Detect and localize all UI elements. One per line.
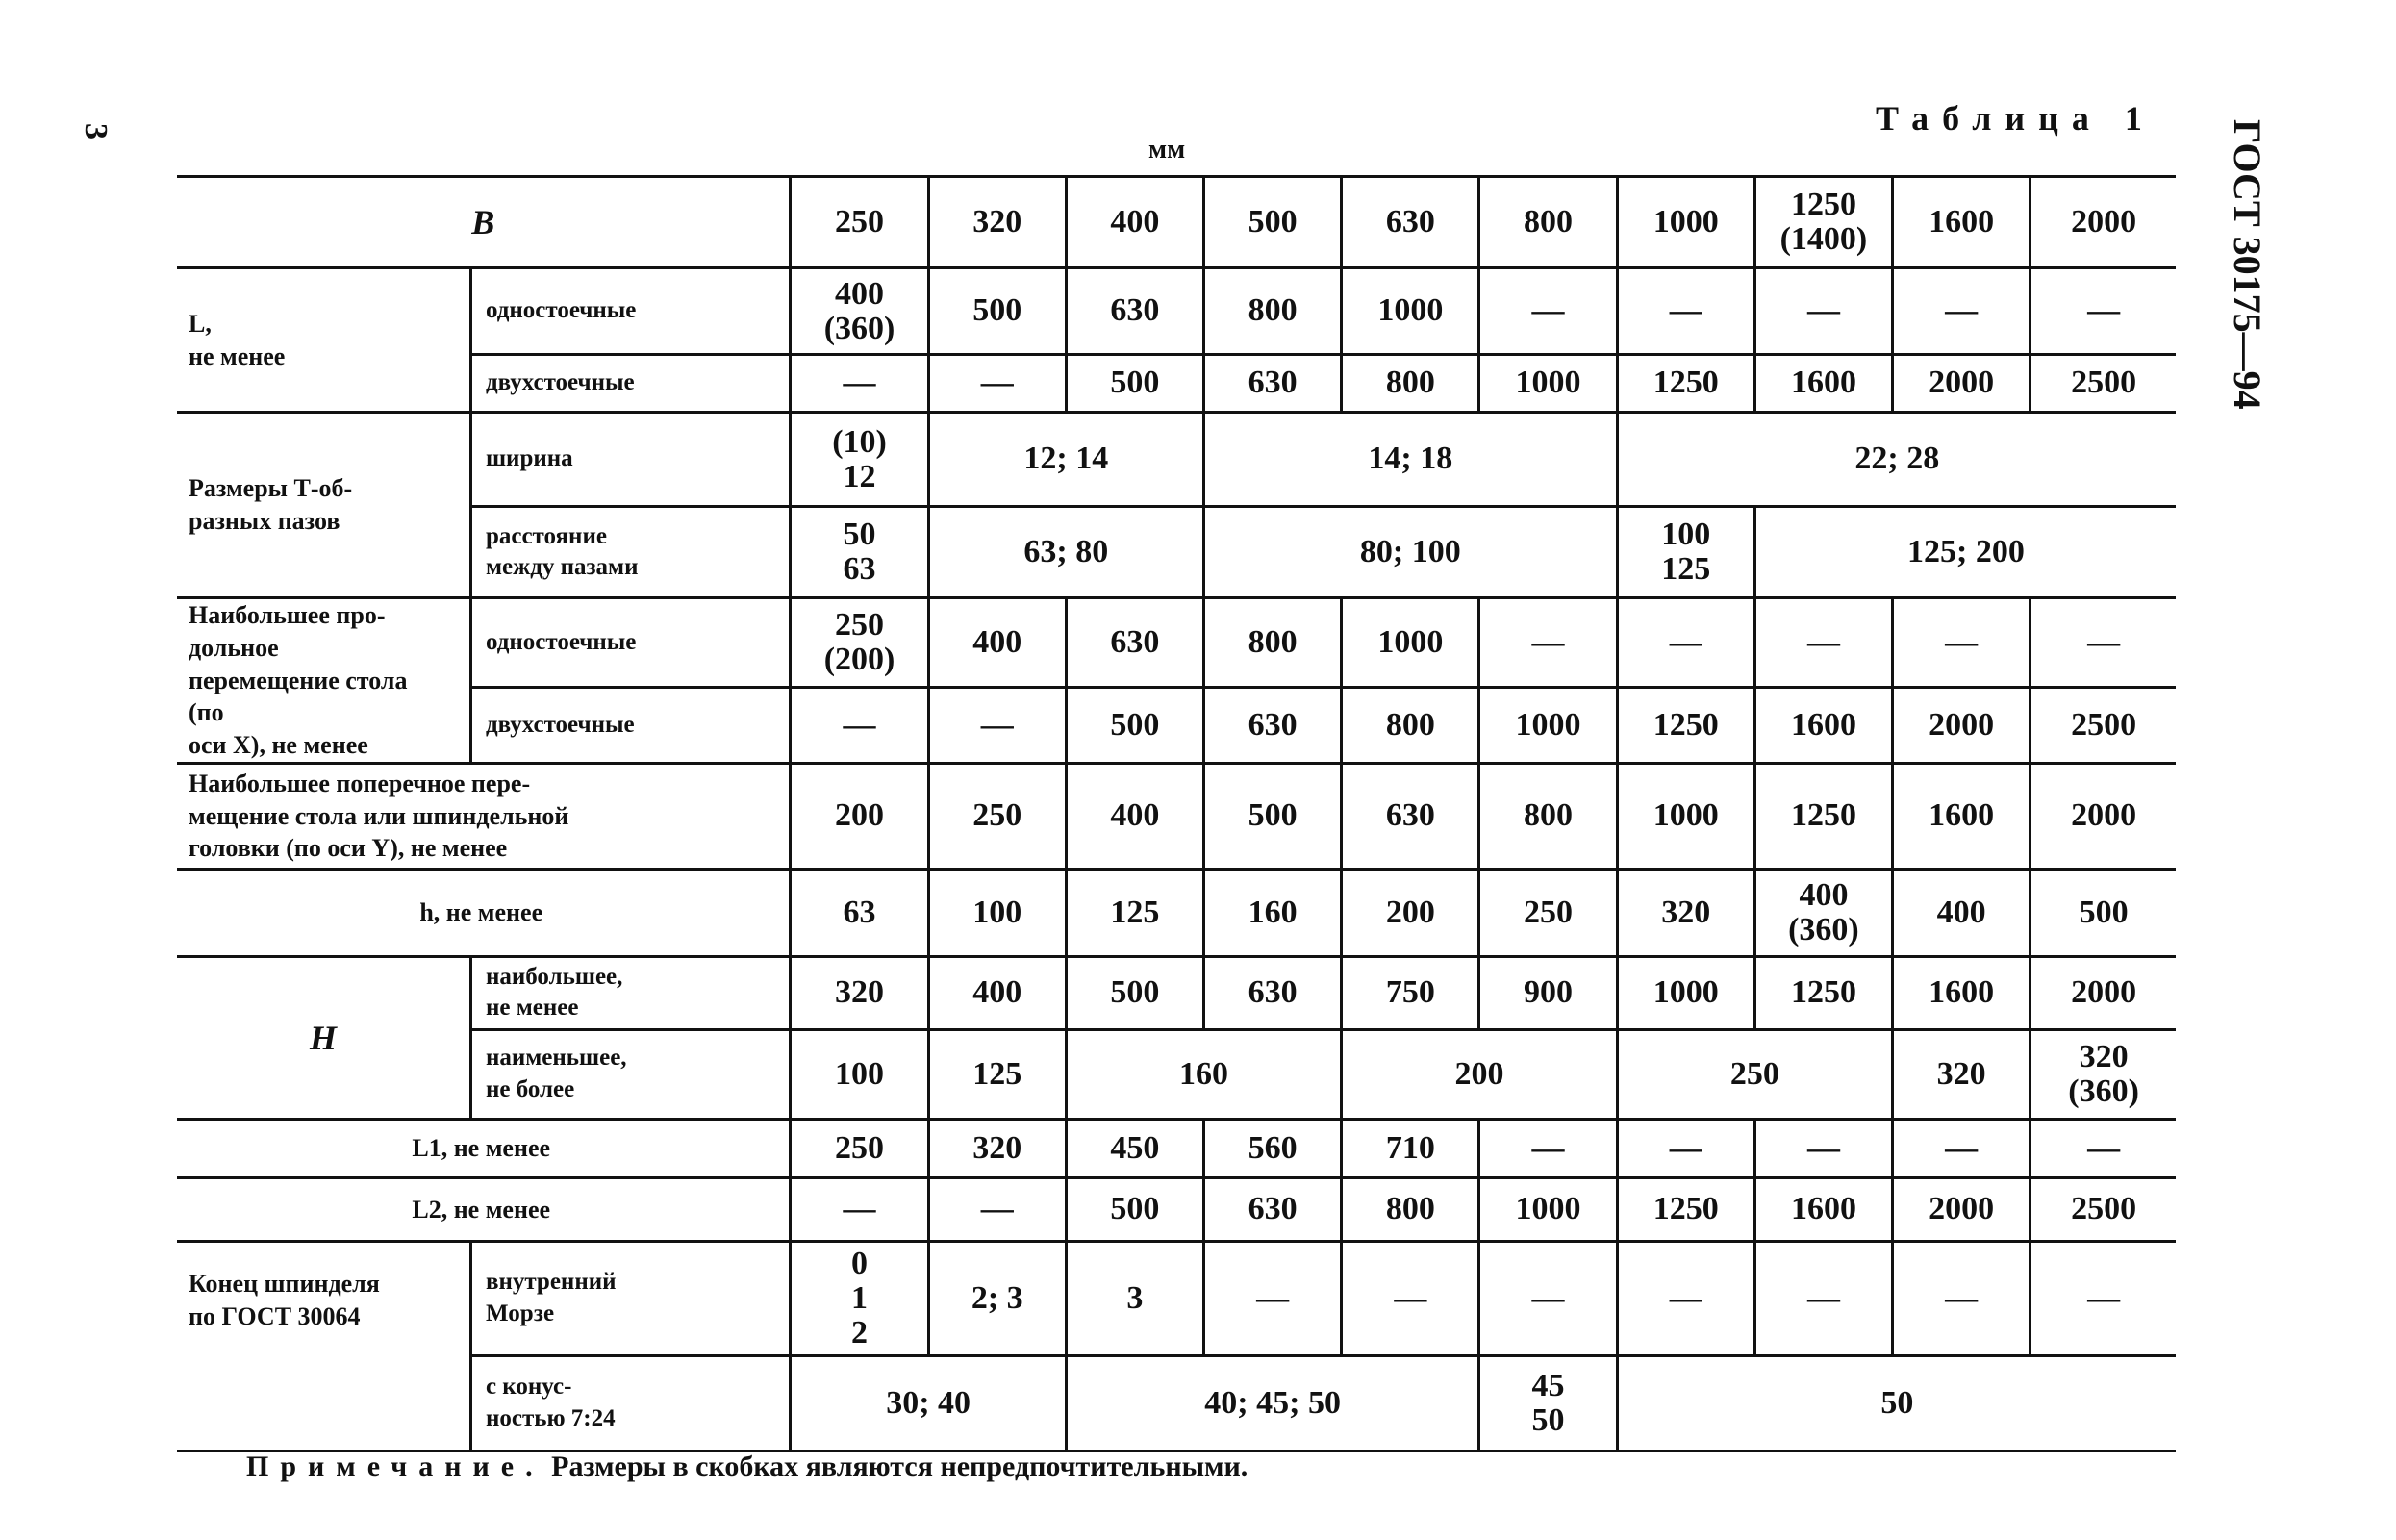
x-travel-label: Наибольшее про- дольное перемещение стола (по оси X), не менее — [177, 598, 470, 764]
table-cell: 400 — [1893, 869, 2030, 956]
table-cell: — — [1754, 1119, 1892, 1177]
table-cell: 250 — [791, 177, 928, 268]
table-cell: 1000 — [1479, 1177, 1617, 1241]
table-cell: 800 — [1479, 177, 1617, 268]
table-cell: 14; 18 — [1204, 413, 1618, 507]
table-cell: — — [2030, 598, 2176, 688]
table-cell: 80; 100 — [1204, 507, 1618, 598]
table-cell: 320 — [791, 956, 928, 1029]
slot-distance-row — [177, 507, 2176, 598]
table-cell: 0 1 2 — [791, 1241, 928, 1355]
table-cell: — — [1479, 268, 1617, 355]
table-cell: 320 (360) — [2030, 1029, 2176, 1119]
table-cell: — — [928, 1177, 1066, 1241]
table-cell: — — [1754, 598, 1892, 688]
table-cell: 1600 — [1754, 1177, 1892, 1241]
table-cell: 630 — [1204, 688, 1342, 764]
table-cell: 50 — [1617, 1355, 2176, 1451]
table-cell: 500 — [1066, 1177, 1203, 1241]
table-cell: 2500 — [2030, 688, 2176, 764]
table-cell: 500 — [2030, 869, 2176, 956]
table-cell: 630 — [1204, 1177, 1342, 1241]
table-cell: 63; 80 — [928, 507, 1203, 598]
b-row — [177, 177, 2176, 268]
table-cell: 2; 3 — [928, 1241, 1066, 1355]
l1-label: L1, не менее — [177, 1119, 791, 1177]
table-cell: 40; 45; 50 — [1066, 1355, 1479, 1451]
table-cell: 1250 — [1754, 956, 1892, 1029]
table-cell: 630 — [1204, 956, 1342, 1029]
l2-row — [177, 1177, 2176, 1241]
table-cell: (10) 12 — [791, 413, 928, 507]
table-cell: — — [2030, 268, 2176, 355]
table-cell: 200 — [791, 763, 928, 869]
table-cell: 250 — [1617, 1029, 1892, 1119]
table-cell: 500 — [1204, 177, 1342, 268]
table-title: Таблица 1 — [1876, 99, 2156, 138]
table-cell: 900 — [1479, 956, 1617, 1029]
h-max-label: наибольшее, не менее — [470, 956, 790, 1029]
table-cell: 500 — [1066, 688, 1203, 764]
table-cell: 160 — [1204, 869, 1342, 956]
page-number: 3 — [78, 123, 113, 139]
specifications-table — [177, 175, 2176, 1452]
table-cell: 400 — [1066, 177, 1203, 268]
table-cell: 2500 — [2030, 355, 2176, 413]
table-cell: 630 — [1066, 598, 1203, 688]
table-cell: 250 — [791, 1119, 928, 1177]
table-cell: 500 — [1204, 763, 1342, 869]
table-cell: — — [1479, 1241, 1617, 1355]
table-cell: 1600 — [1754, 688, 1892, 764]
l-double-row — [177, 355, 2176, 413]
table-cell: 710 — [1342, 1119, 1479, 1177]
table-cell: 100 125 — [1617, 507, 1754, 598]
h-big-label: H — [177, 956, 470, 1119]
table-cell: 2000 — [1893, 688, 2030, 764]
table-cell: — — [928, 355, 1066, 413]
table-cell: 2000 — [2030, 956, 2176, 1029]
l-double-label: двухстоечные — [470, 355, 790, 413]
table-cell: 630 — [1204, 355, 1342, 413]
l-single-row — [177, 268, 2176, 355]
table-cell: 1600 — [1893, 956, 2030, 1029]
slot-width-row — [177, 413, 2176, 507]
table-cell: 1250 — [1617, 1177, 1754, 1241]
table-cell: 125 — [1066, 869, 1203, 956]
l-label: L, не менее — [177, 268, 470, 413]
table-cell: 1000 — [1617, 177, 1754, 268]
table-cell: 100 — [791, 1029, 928, 1119]
table-cell: — — [1617, 1119, 1754, 1177]
table-cell: 2500 — [2030, 1177, 2176, 1241]
table-cell: 320 — [928, 1119, 1066, 1177]
table-cell: — — [2030, 1119, 2176, 1177]
table-cell: — — [1617, 1241, 1754, 1355]
table-cell: 2000 — [2030, 177, 2176, 268]
table-cell: 1000 — [1342, 268, 1479, 355]
table-cell: 250 (200) — [791, 598, 928, 688]
table-cell: — — [2030, 1241, 2176, 1355]
table-cell: 320 — [928, 177, 1066, 268]
table-cell: — — [1204, 1241, 1342, 1355]
table-cell: — — [791, 355, 928, 413]
table-cell: 200 — [1342, 869, 1479, 956]
table-cell: 450 — [1066, 1119, 1203, 1177]
table-cell: 2000 — [2030, 763, 2176, 869]
table-cell: 1600 — [1893, 763, 2030, 869]
note-text: Размеры в скобках являются непредпочтительными. — [551, 1451, 1248, 1482]
l-single-label: одностоечные — [470, 268, 790, 355]
slot-distance-label: расстояние между пазами — [470, 507, 790, 598]
table-cell: 1000 — [1617, 956, 1754, 1029]
table-cell: — — [1893, 1119, 2030, 1177]
note-prefix: Примечание. — [246, 1451, 544, 1482]
table-cell: 125 — [928, 1029, 1066, 1119]
table-cell: 63 — [791, 869, 928, 956]
table-cell: 1000 — [1342, 598, 1479, 688]
h-min-row — [177, 1029, 2176, 1119]
table-cell: 630 — [1066, 268, 1203, 355]
table-cell: 1250 — [1617, 688, 1754, 764]
morse-label: внутренний Морзе — [470, 1241, 790, 1355]
y-travel-label: Наибольшее поперечное пере- мещение стола или шпиндельной головки (по оси Y), не менее — [177, 763, 791, 869]
table-cell: — — [1479, 598, 1617, 688]
table-cell: 800 — [1204, 598, 1342, 688]
table-note — [246, 1451, 1248, 1483]
table-cell: 1000 — [1479, 688, 1617, 764]
table-cell: 30; 40 — [791, 1355, 1066, 1451]
table-cell: 1600 — [1893, 177, 2030, 268]
table-cell: 560 — [1204, 1119, 1342, 1177]
table-cell: 800 — [1204, 268, 1342, 355]
l1-row — [177, 1119, 2176, 1177]
table-cell: 500 — [1066, 355, 1203, 413]
table-cell: 2000 — [1893, 1177, 2030, 1241]
y-travel-row — [177, 763, 2176, 869]
slots-label: Размеры Т-об- разных пазов — [177, 413, 470, 598]
table-cell: 400 — [1066, 763, 1203, 869]
x-single-label: одностоечные — [470, 598, 790, 688]
table-cell: — — [928, 688, 1066, 764]
table-cell: 800 — [1342, 688, 1479, 764]
table-cell: 12; 14 — [928, 413, 1203, 507]
spindle-taper-row — [177, 1355, 2176, 1451]
table-cell: 250 — [1479, 869, 1617, 956]
table-cell: 1600 — [1754, 355, 1892, 413]
x-travel-double-row — [177, 688, 2176, 764]
table-cell: 200 — [1342, 1029, 1617, 1119]
table-cell: 3 — [1066, 1241, 1203, 1355]
table-cell: 22; 28 — [1617, 413, 2176, 507]
x-double-label: двухстоечные — [470, 688, 790, 764]
table-cell: 800 — [1479, 763, 1617, 869]
table-cell: — — [1617, 268, 1754, 355]
table-cell: 800 — [1342, 1177, 1479, 1241]
table-cell: — — [1342, 1241, 1479, 1355]
h-min-label: наименьшее, не более — [470, 1029, 790, 1119]
table-cell: 1000 — [1617, 763, 1754, 869]
table-cell: 750 — [1342, 956, 1479, 1029]
table-cell: 400 — [928, 598, 1066, 688]
table-cell: 50 63 — [791, 507, 928, 598]
table-cell: 160 — [1066, 1029, 1341, 1119]
spindle-morse-row — [177, 1241, 2176, 1355]
table-cell: 320 — [1893, 1029, 2030, 1119]
units-label: мм — [1148, 135, 1186, 164]
table-cell: 1000 — [1479, 355, 1617, 413]
table-cell: 45 50 — [1479, 1355, 1617, 1451]
table-cell: 400 (360) — [791, 268, 928, 355]
table-cell: 1250 (1400) — [1754, 177, 1892, 268]
table-cell: — — [1893, 268, 2030, 355]
table-cell: 500 — [1066, 956, 1203, 1029]
table-cell: 630 — [1342, 177, 1479, 268]
table-cell: 400 — [928, 956, 1066, 1029]
table-cell: — — [791, 688, 928, 764]
taper-label: с конус- ностью 7:24 — [470, 1355, 790, 1451]
table-cell: 100 — [928, 869, 1066, 956]
h-max-row — [177, 956, 2176, 1029]
table-cell: — — [791, 1177, 928, 1241]
h-small-label: h, не менее — [177, 869, 791, 956]
document-code: ГОСТ 30175—94 — [2226, 119, 2269, 410]
table-cell: 800 — [1342, 355, 1479, 413]
table-cell: — — [1617, 598, 1754, 688]
table-cell: 125; 200 — [1754, 507, 2176, 598]
table-cell: — — [1479, 1119, 1617, 1177]
b-label: B — [177, 177, 791, 268]
h-small-row — [177, 869, 2176, 956]
table-cell: — — [1754, 268, 1892, 355]
table-cell: 320 — [1617, 869, 1754, 956]
table-cell: 630 — [1342, 763, 1479, 869]
slot-width-label: ширина — [470, 413, 790, 507]
table-cell: 1250 — [1617, 355, 1754, 413]
table-cell: — — [1893, 598, 2030, 688]
table-cell: — — [1754, 1241, 1892, 1355]
table-cell: — — [1893, 1241, 2030, 1355]
l2-label: L2, не менее — [177, 1177, 791, 1241]
table-cell: 500 — [928, 268, 1066, 355]
x-travel-single-row — [177, 598, 2176, 688]
table-cell: 2000 — [1893, 355, 2030, 413]
table-cell: 1250 — [1754, 763, 1892, 869]
table-cell: 400 (360) — [1754, 869, 1892, 956]
spindle-label: Конец шпинделя по ГОСТ 30064 — [177, 1241, 470, 1451]
table-cell: 250 — [928, 763, 1066, 869]
